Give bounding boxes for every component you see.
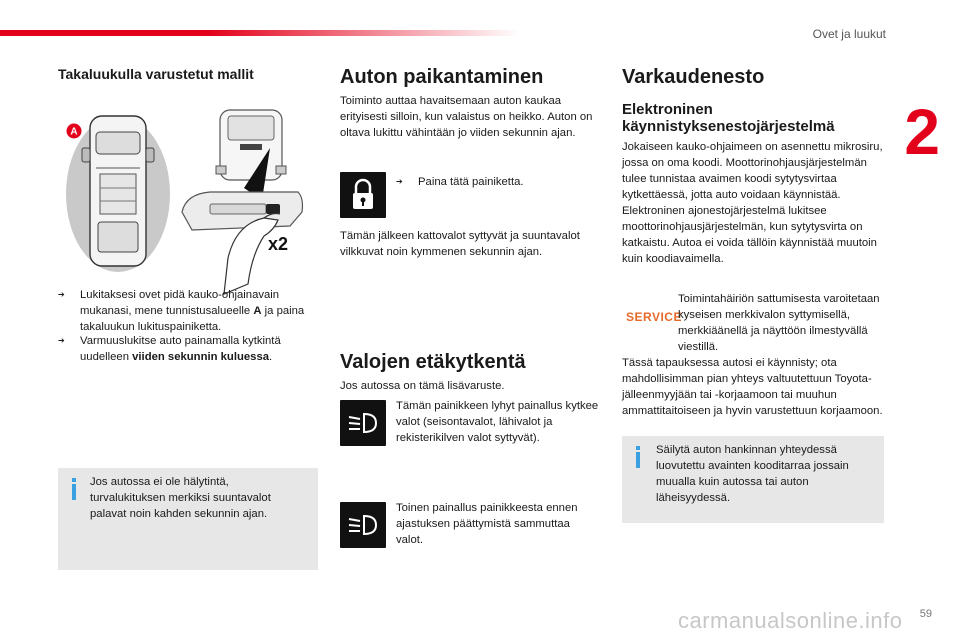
- info-icon: [72, 484, 76, 500]
- section-title: Ovet ja luukut: [812, 27, 886, 41]
- locate-car-text: Toiminto auttaa havaitsemaan auton kaukaa erityisesti silloin, kun valaistus on heikko. Auton on oltava lukittu vähintään jo viiden sekunnin ajan.: [340, 95, 593, 139]
- tailgate-lock-illustration: [180, 108, 306, 300]
- multiplier-label: x2: [268, 234, 289, 254]
- immobiliser-subheading: Elektroninen käynnistyksenestojärjestelmä: [622, 101, 835, 135]
- locate-car-result-text: Tämän jälkeen kattovalot syttyvät ja suuntavalot vilkkuvat noin kymmenen sekunnin ajan.: [340, 230, 580, 258]
- remote-lights-text-1: Tämän painikkeen lyhyt painallus kytkee valot (seisontavalot, lähivalot ja rekisterikilven valot syttyvät).: [396, 400, 599, 444]
- service-warning-icon: SERVICE: [626, 310, 682, 324]
- lock-step-text: Paina tätä painiketta.: [418, 176, 524, 188]
- col1-bullet-2: [58, 333, 320, 365]
- remote-lights-heading: Valojen etäkytkentä: [340, 351, 526, 373]
- zone-a-label: A: [70, 126, 78, 138]
- immobiliser-fault-text: Tässä tapauksessa autosi ei käynnisty; ota mahdollisimman pian yhteys valtuutettuun Toyota-jälleenmyyjään tai -korjaamoon tai muuhun ammattitaitoiseen ja hyvin varustettuun korjaamoon.: [622, 357, 883, 417]
- headlight-button-icon-2: [340, 502, 386, 548]
- page-number: 59: [919, 608, 932, 620]
- service-warning-text: Toimintahäiriön sattumisesta varoitetaan kyseisen merkkivalon syttymisellä, merkkiäänellä ja näyttöön ilmestyvällä viestillä.: [678, 293, 880, 353]
- col1-heading: Takaluukulla varustetut mallit: [58, 66, 254, 82]
- bullet-bold: viiden sekunnin kuluessa: [132, 351, 270, 363]
- bullet-text: .: [269, 351, 273, 363]
- remote-lights-text-2: Toinen painallus painikkeesta ennen ajastuksen päättymistä sammuttaa valot.: [396, 502, 578, 546]
- chapter-number: 2: [904, 96, 940, 168]
- bullet-text: ja paina takaluukun lukituspainiketta.: [80, 305, 305, 333]
- headlight-button-icon: [340, 400, 386, 446]
- col1-bullet-1: [58, 287, 320, 335]
- header-accent-bar: [0, 30, 520, 36]
- bullet-text: Lukitaksesi ovet pidä kauko-ohjainavain mukanasi, mene tunnistusalueelle: [80, 289, 280, 317]
- watermark: carmanualsonline.info: [678, 608, 903, 633]
- anti-theft-heading: Varkaudenesto: [622, 66, 765, 88]
- lock-step: [396, 174, 606, 190]
- bullet-arrow-icon: ➔: [58, 336, 65, 345]
- col1-info-text: Jos autossa ei ole hälytintä, turvalukituksen merkiksi suuntavalot palavat noin kahden sekunnin ajan.: [90, 476, 271, 520]
- zone-a-badge: [66, 123, 82, 139]
- col3-info-text: Säilytä auton hankinnan yhteydessä luovutettu avainten kooditarraa jossain muualla kuin autossa tai auton läheisyydessä.: [656, 444, 849, 504]
- immobiliser-text: Jokaiseen kauko-ohjaimeen on asennettu mikrosiru, jossa on oma koodi. Moottorinohjausjärjestelmän tulee tunnistaa avaimen koodi sytytysvirtaa kytkettäessä, jotta auto voidaan käynnistää. Elektroninen ajonestojärjestelmä lukitsee moottorinohjausjärjestelmän, kun sytytysvirta on katkaistu. Autoa ei voida tällöin käynnistää muutoin kuin koodiavaimella.: [622, 141, 883, 265]
- remote-lights-intro: Jos autossa on tämä lisävaruste.: [340, 380, 505, 392]
- info-icon: [636, 452, 640, 468]
- bullet-arrow-icon: ➔: [58, 290, 65, 299]
- bullet-text: Varmuuslukitse auto painamalla kytkintä uudelleen: [80, 335, 281, 363]
- locate-car-heading: Auton paikantaminen: [340, 66, 544, 88]
- bullet-bold: A: [253, 305, 262, 317]
- bullet-arrow-icon: ➔: [396, 177, 403, 186]
- lock-button-icon: [340, 172, 386, 218]
